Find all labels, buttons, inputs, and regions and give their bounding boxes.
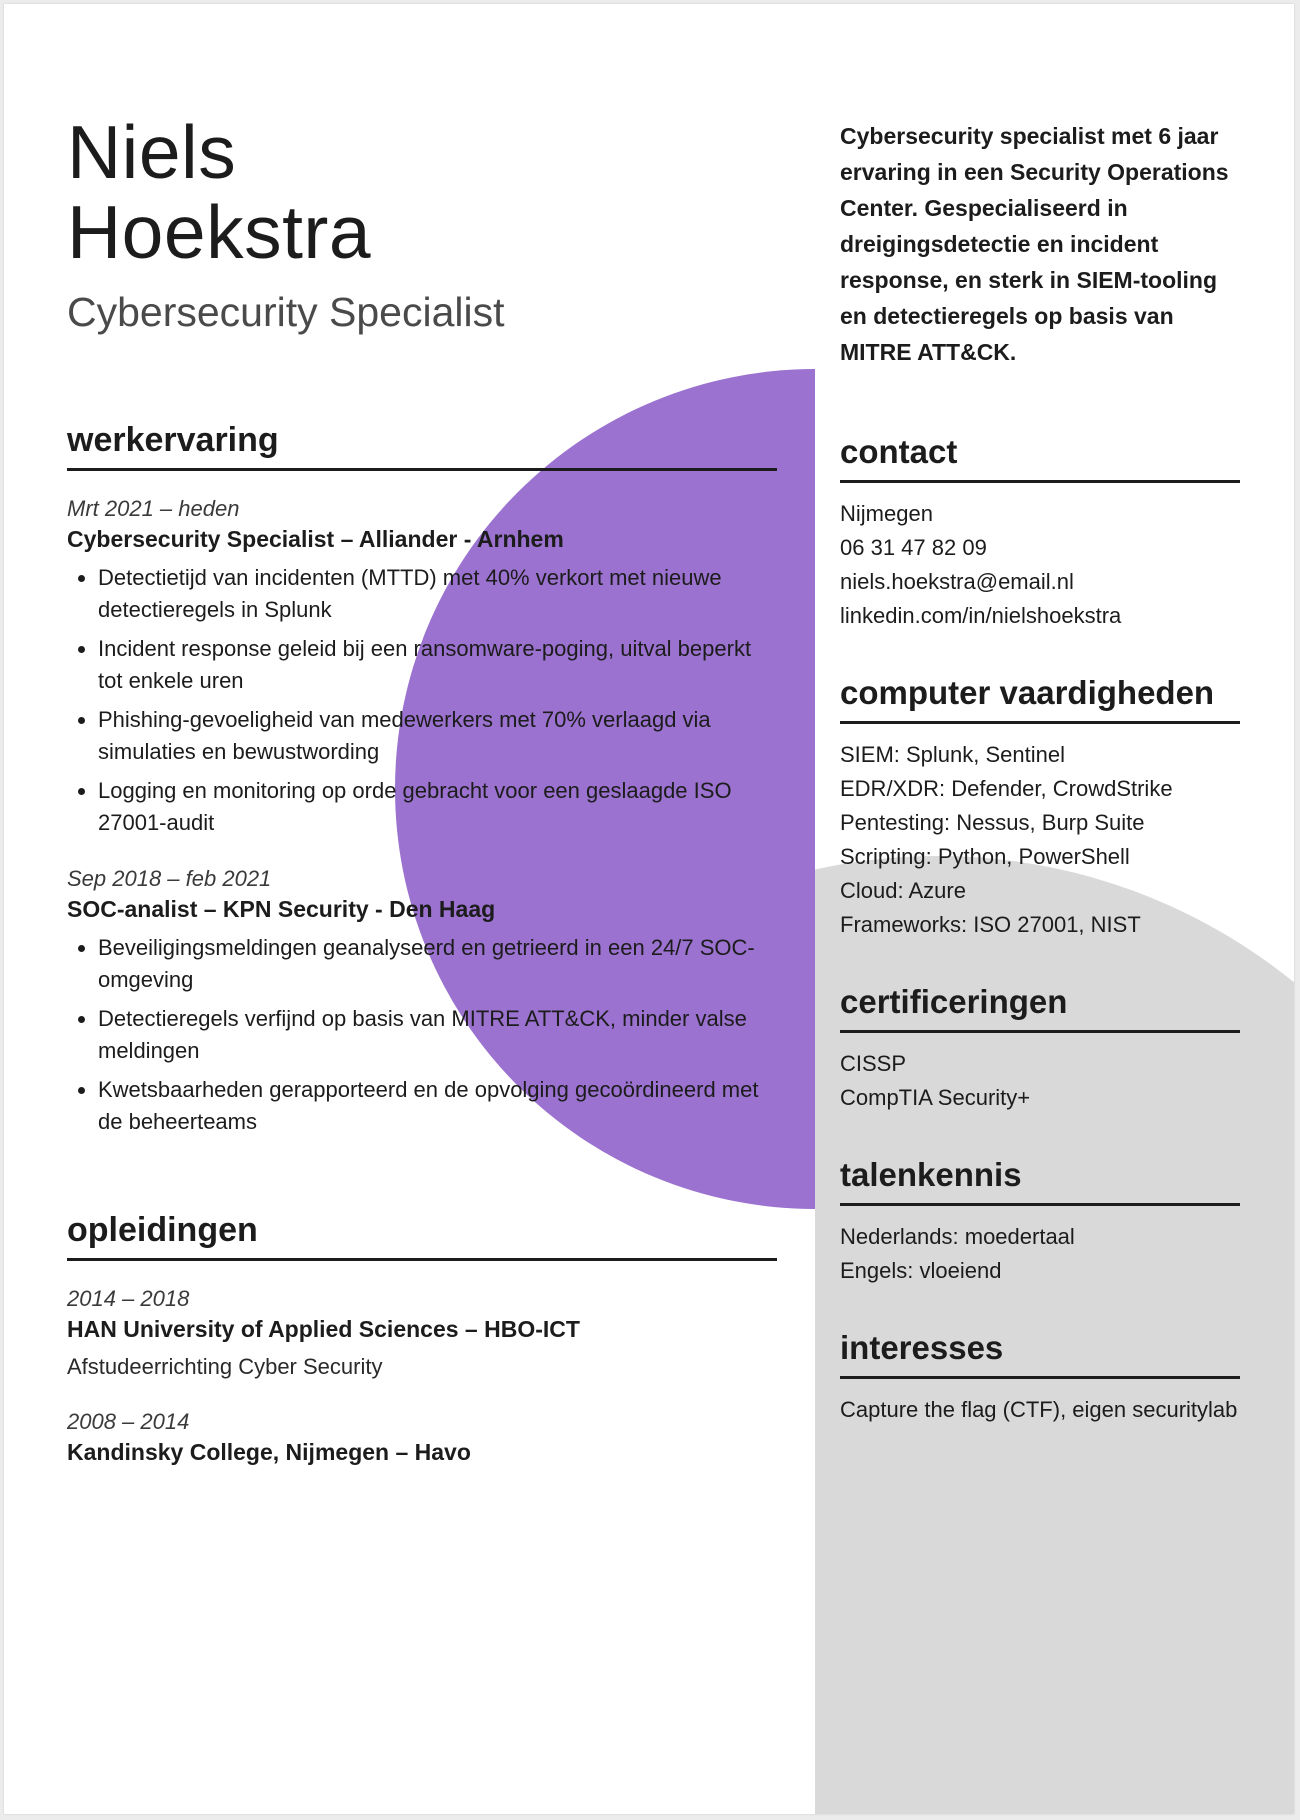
language-item: Engels: vloeiend [840, 1258, 1002, 1283]
experience-heading: werkervaring [67, 420, 777, 471]
right-column [840, 118, 1240, 1427]
achievement-list [67, 932, 777, 1138]
skill-item: Scripting: Python, PowerShell [840, 844, 1130, 869]
achievement-item: • Phishing-gevoeligheid van medewerkers met 70% verlaagd via simulaties en bewustwording [98, 704, 777, 768]
contact-section [840, 432, 1240, 633]
achievement-list [67, 562, 777, 839]
contact-phone[interactable]: 06 31 47 82 09 [840, 535, 987, 560]
skill-item: Frameworks: ISO 27001, NIST [840, 912, 1141, 937]
job-title: Cybersecurity Specialist [67, 289, 505, 335]
entry-date: Sep 2018 – feb 2021 [67, 866, 272, 891]
contact-heading: contact [840, 432, 1240, 483]
certification-item: CISSP [840, 1051, 907, 1076]
entry-title: SOC-analist – KPN Security - Den Haag [67, 896, 496, 922]
education-heading: opleidingen [67, 1210, 777, 1261]
languages-section [840, 1155, 1240, 1288]
experience-entry [67, 865, 777, 1138]
left-column [67, 112, 777, 1467]
first-name: Niels [67, 110, 237, 194]
skill-item: Pentesting: Nessus, Burp Suite [840, 810, 1145, 835]
education-entry [67, 1408, 777, 1467]
certifications-heading: certificeringen [840, 982, 1240, 1033]
skills-section [840, 673, 1240, 942]
interests-section [840, 1328, 1240, 1427]
contact-city: Nijmegen [840, 501, 933, 526]
achievement-item: • Kwetsbaarheden gerapporteerd en de opvolging gecoördineerd met de beheerteams [98, 1074, 777, 1138]
achievement-item: • Beveiligingsmeldingen geanalyseerd en getrieerd in een 24/7 SOC-omgeving [98, 932, 777, 996]
achievement-item: • Logging en monitoring op orde gebracht voor een geslaagde ISO 27001-audit [98, 775, 777, 839]
entry-title: Cybersecurity Specialist – Alliander - Arnhem [67, 526, 564, 552]
language-item: Nederlands: moedertaal [840, 1224, 1075, 1249]
skill-item: EDR/XDR: Defender, CrowdStrike [840, 776, 1173, 801]
achievement-item: • Detectieregels verfijnd op basis van MITRE ATT&CK, minder valse meldingen [98, 1003, 777, 1067]
skill-item: Cloud: Azure [840, 878, 966, 903]
entry-subtitle: Afstudeerrichting Cyber Security [67, 1354, 383, 1379]
profile-summary: Cybersecurity specialist met 6 jaar ervaring in een Security Operations Center. Gespecialiseerd in dreigingsdetectie en incident response, en sterk in SIEM-tooling en detectieregels op basis van MITRE ATT&CK. [840, 123, 1229, 365]
languages-heading: talenkennis [840, 1155, 1240, 1206]
skill-item: SIEM: Splunk, Sentinel [840, 742, 1066, 767]
achievement-item: • Incident response geleid bij een ransomware-poging, uitval beperkt tot enkele uren [98, 633, 777, 697]
resume-page [4, 4, 1294, 1814]
skills-heading: computer vaardigheden [840, 673, 1240, 724]
education-section [67, 1210, 777, 1467]
education-entry [67, 1285, 777, 1382]
interests-text: Capture the flag (CTF), eigen securitylab [840, 1397, 1238, 1422]
candidate-name [67, 112, 777, 272]
entry-title: Kandinsky College, Nijmegen – Havo [67, 1439, 471, 1465]
contact-linkedin[interactable]: linkedin.com/in/nielshoekstra [840, 603, 1122, 628]
achievement-item: • Detectietijd van incidenten (MTTD) met 40% verkort met nieuwe detectieregels in Splunk [98, 562, 777, 626]
certifications-section [840, 982, 1240, 1115]
entry-date: 2008 – 2014 [67, 1409, 190, 1434]
entry-title: HAN University of Applied Sciences – HBO-ICT [67, 1316, 580, 1342]
interests-heading: interesses [840, 1328, 1240, 1379]
experience-entry [67, 495, 777, 839]
certification-item: CompTIA Security+ [840, 1085, 1031, 1110]
entry-date: Mrt 2021 – heden [67, 496, 240, 521]
contact-email[interactable]: niels.hoekstra@email.nl [840, 569, 1074, 594]
entry-date: 2014 – 2018 [67, 1286, 190, 1311]
last-name: Hoekstra [67, 190, 372, 274]
experience-section [67, 420, 777, 1138]
